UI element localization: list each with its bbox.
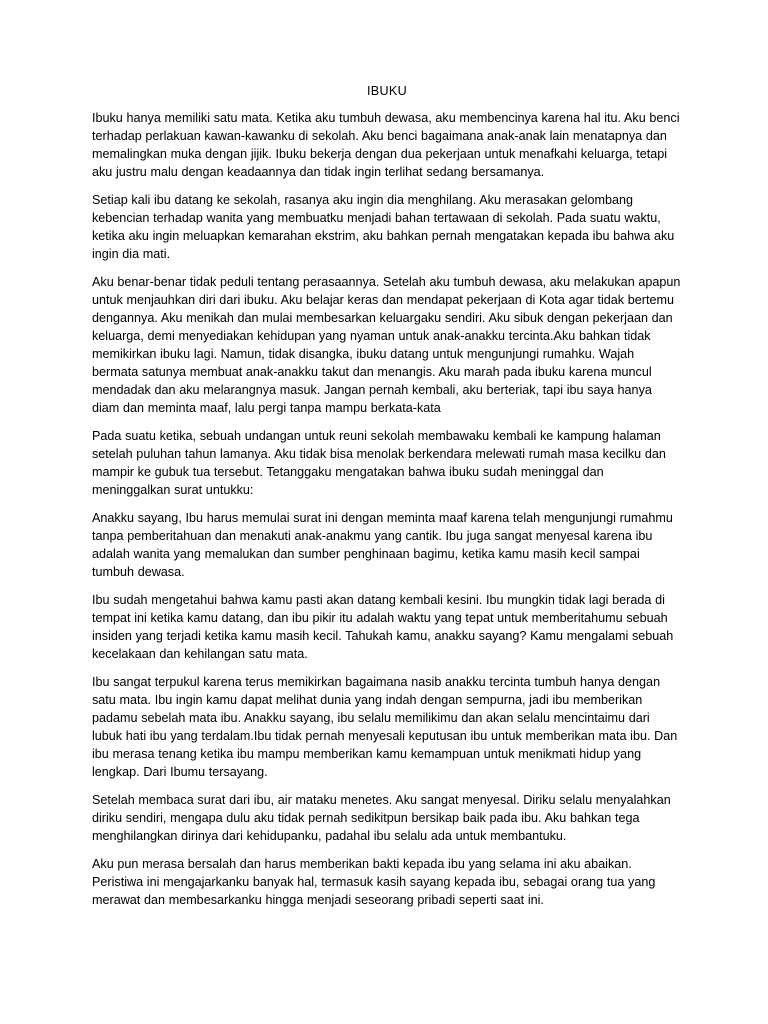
paragraph-9: Aku pun merasa bersalah dan harus memberikan bakti kepada ibu yang selama ini aku abaikan. Peristiwa ini mengajarkanku banyak hal, termasuk kasih sayang kepada ibu, sebagai orang tua yang merawat dan membesarkanku hingga menjadi seseorang pribadi seperti saat ini.: [92, 857, 656, 907]
document-title: IBUKU: [367, 84, 407, 98]
paragraph-1: Ibuku hanya memiliki satu mata. Ketika aku tumbuh dewasa, aku membencinya karena hal itu. Aku benci terhadap perlakuan kawan-kawanku di sekolah. Aku benci bagaimana anak-anak lain menatapnya dan memalingkan muka dengan jijik. Ibuku bekerja dengan dua pekerjaan untuk menafkahi keluarga, tetapi aku justru malu dengan keadaannya dan tidak ingin terlihat sedang bersamanya.: [92, 111, 680, 179]
paragraph-3: Aku benar-benar tidak peduli tentang perasaannya. Setelah aku tumbuh dewasa, aku melakukan apapun untuk menjauhkan diri dari ibuku. Aku belajar keras dan mendapat pekerjaan di Kota agar tidak bertemu dengannya. Aku menikah dan mulai membesarkan keluargaku sendiri. Aku sibuk dengan pekerjaan dan keluarga, demi menyediakan kehidupan yang nyaman untuk anak-anakku tercinta.Aku bahkan tidak memikirkan ibuku lagi. Namun, tidak disangka, ibuku datang untuk mengunjungi rumahku. Wajah bermata satunya membuat anak-anakku takut dan menangis. Aku marah pada ibuku karena muncul mendadak dan aku melarangnya masuk. Jangan pernah kembali, aku berteriak, tapi ibu saya hanya diam dan meminta maaf, lalu pergi tanpa mampu berkata-kata: [92, 275, 681, 415]
paragraph-4: Pada suatu ketika, sebuah undangan untuk reuni sekolah membawaku kembali ke kampung halaman setelah puluhan tahun lamanya. Aku tidak bisa menolak berkendara melewati rumah masa kecilku dan mampir ke gubuk tua tersebut. Tetanggaku mengatakan bahwa ibuku sudah meninggal dan meninggalkan surat untukku:: [92, 429, 666, 497]
paragraph-5-letter-opening: Anakku sayang, Ibu harus memulai surat ini dengan meminta maaf karena telah mengunjungi rumahmu tanpa pemberitahuan dan menakuti anak-anakmu yang cantik. Ibu juga sangat menyesal karena ibu adalah wanita yang memalukan dan sumber penghinaan bagimu, ketika kamu masih kecil sampai tumbuh dewasa.: [92, 511, 673, 579]
paragraph-8: Setelah membaca surat dari ibu, air mataku menetes. Aku sangat menyesal. Diriku selalu menyalahkan diriku sendiri, mengapa dulu aku tidak pernah sedikitpun bersikap baik pada ibu. Aku bahkan tega menghilangkan dirinya dari kehidupanku, padahal ibu selalu ada untuk membantuku.: [92, 793, 671, 843]
document-page: [92, 82, 682, 919]
paragraph-2: Setiap kali ibu datang ke sekolah, rasanya aku ingin dia menghilang. Aku merasakan gelombang kebencian terhadap wanita yang membuatku menjadi bahan tertawaan di sekolah. Pada suatu waktu, ketika aku ingin meluapkan kemarahan ekstrim, aku bahkan pernah mengatakan kepada ibu bahwa aku ingin dia mati.: [92, 193, 675, 261]
paragraph-7-letter-closing: Ibu sangat terpukul karena terus memikirkan bagaimana nasib anakku tercinta tumbuh hanya dengan satu mata. Ibu ingin kamu dapat melihat dunia yang indah dengan sempurna, jadi ibu memberikan padamu sebelah mata ibu. Anakku sayang, ibu selalu memilikimu dan akan selalu mencintaimu dari lubuk hati ibu yang terdalam.Ibu tidak pernah menyesali keputusan ibu untuk memberikan mata ibu. Dan ibu merasa tenang ketika ibu mampu memberikan kamu kemampuan untuk menikmati hidup yang lengkap. Dari Ibumu tersayang.: [92, 675, 678, 779]
paragraph-6-letter: Ibu sudah mengetahui bahwa kamu pasti akan datang kembali kesini. Ibu mungkin tidak lagi berada di tempat ini ketika kamu datang, dan ibu pikir itu adalah waktu yang tepat untuk memberitahumu sebuah insiden yang terjadi ketika kamu masih kecil. Tahukah kamu, anakku sayang? Kamu mengalami sebuah kecelakaan dan kehilangan satu mata.: [92, 593, 674, 661]
